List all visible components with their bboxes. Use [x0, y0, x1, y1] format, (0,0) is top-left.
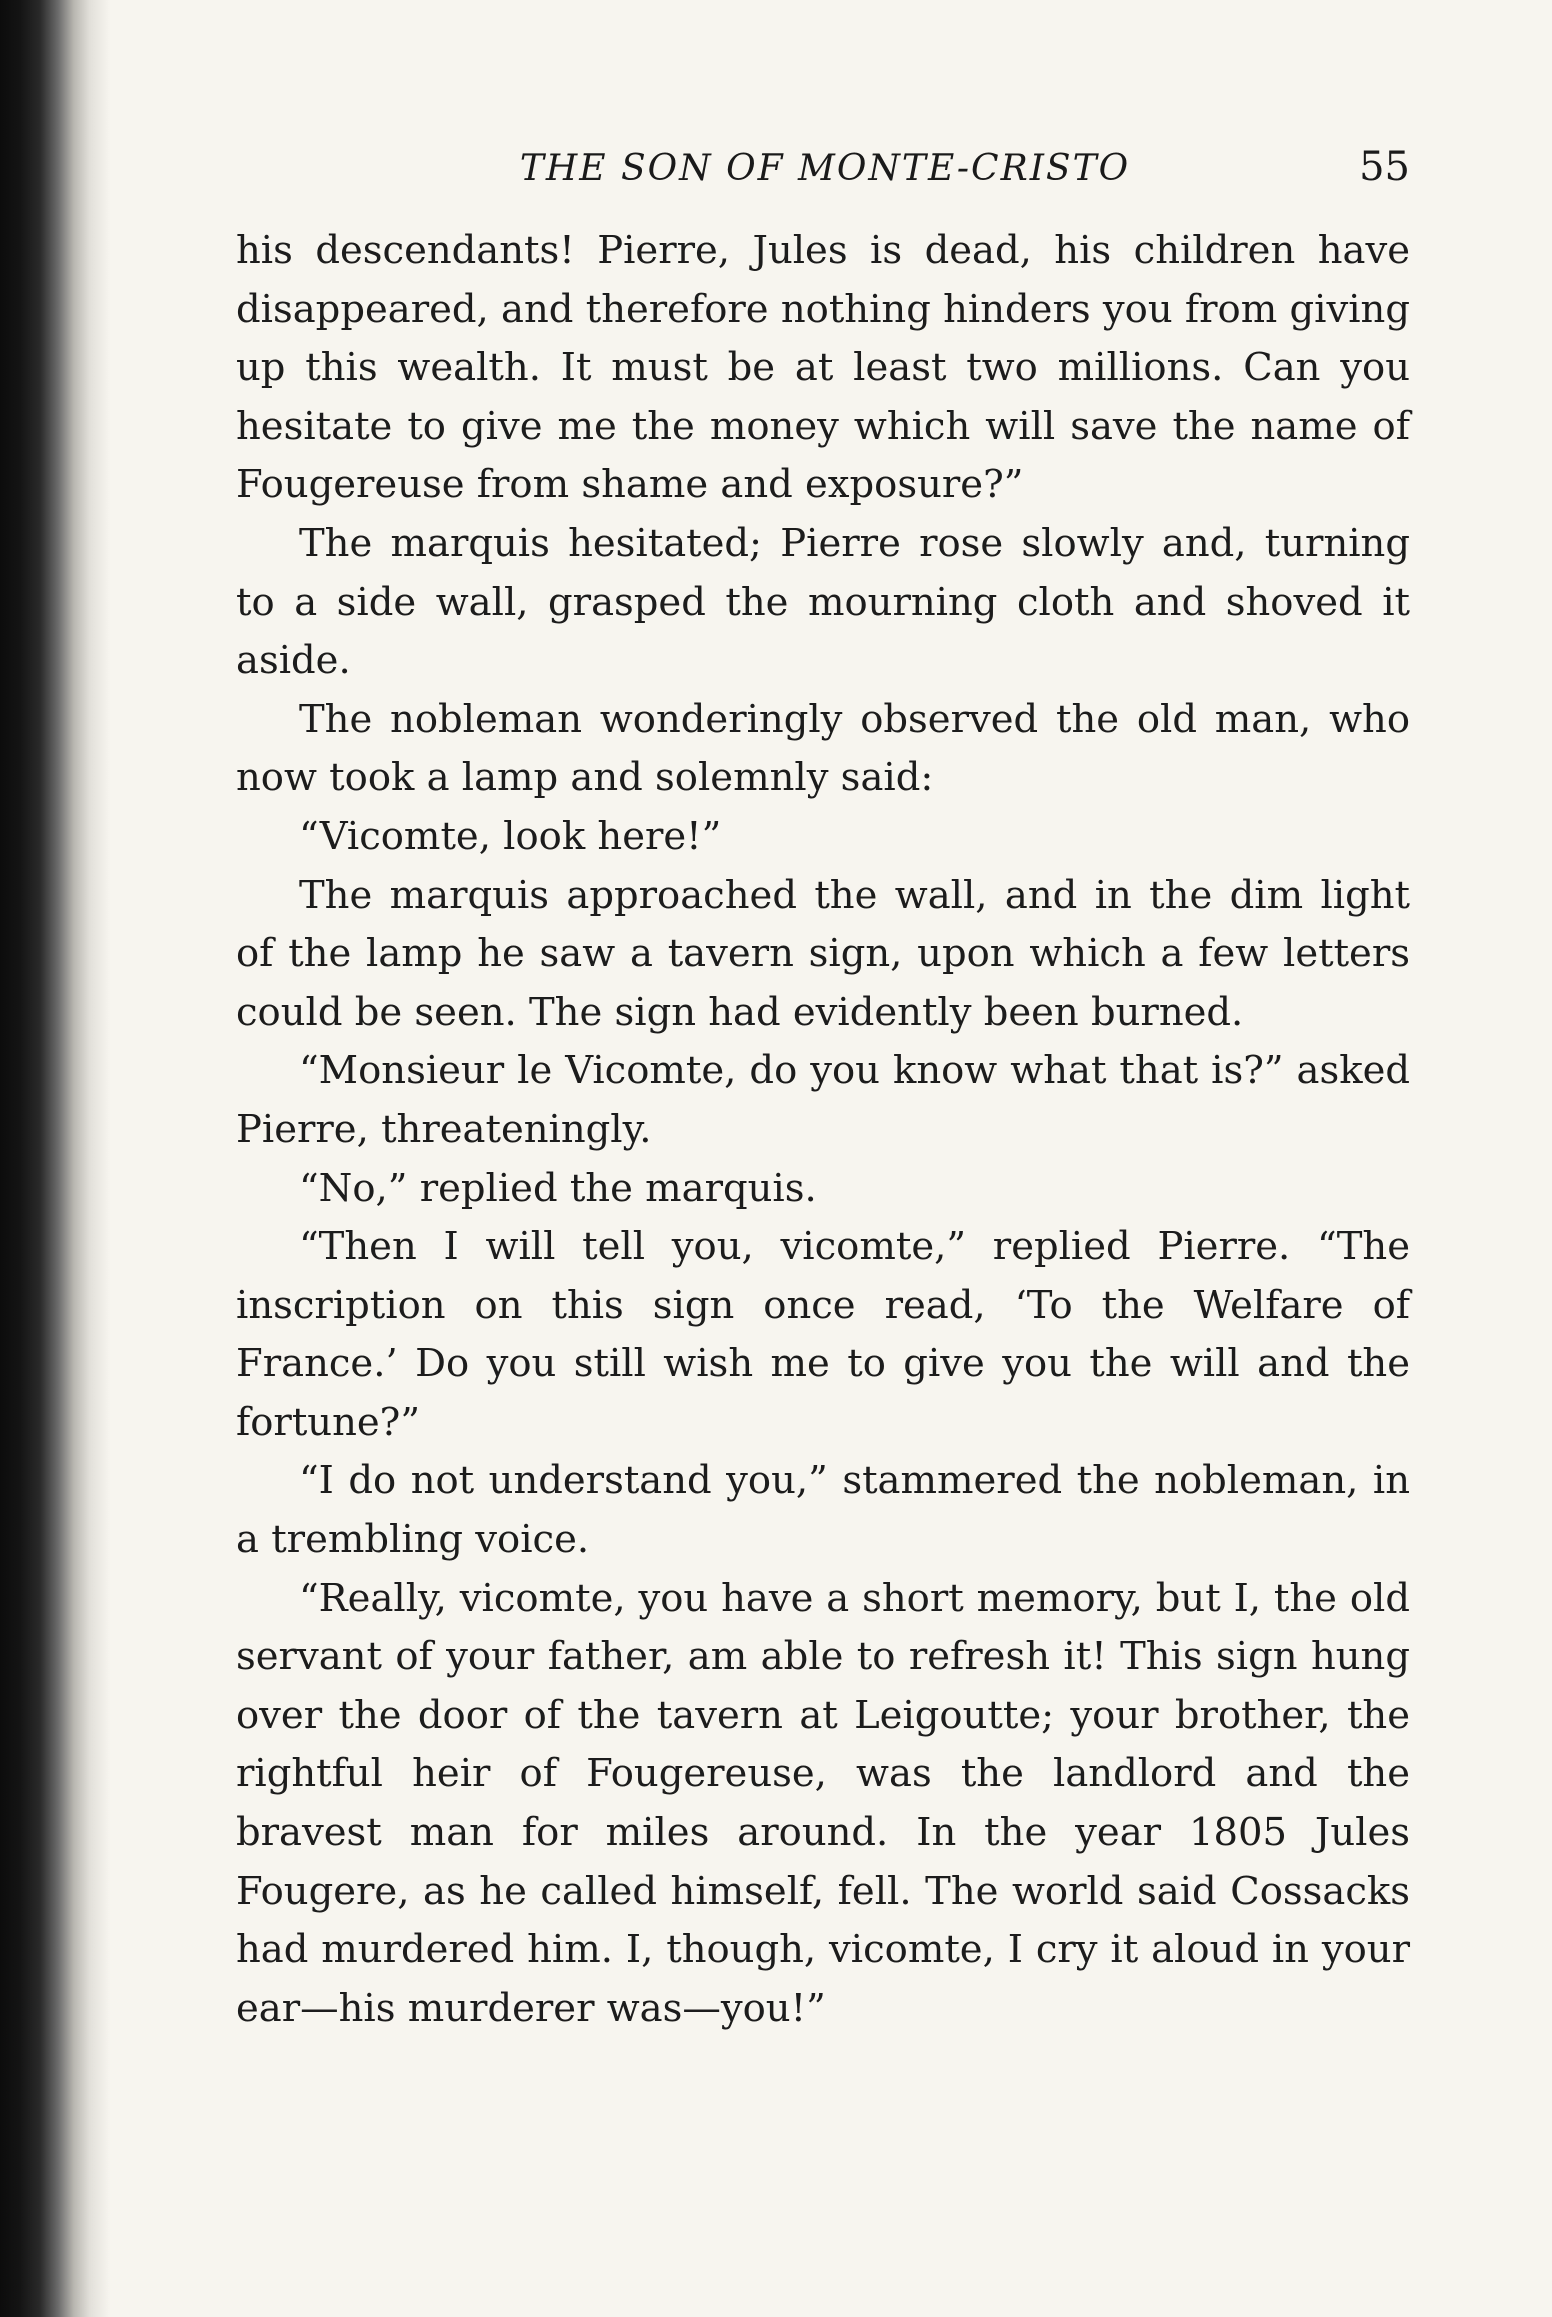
- page-header: [240, 138, 1410, 198]
- paragraph: The marquis approached the wall, and in the dim light of the lamp he saw a tavern sign, upon which a few letters could be seen. The sign had evidently been burned.: [236, 872, 1410, 1035]
- paragraph: “No,” replied the marquis.: [299, 1165, 817, 1211]
- running-title: THE SON OF MONTE-CRISTO: [519, 148, 1131, 189]
- paragraph: “Then I will tell you, vicomte,” replied Pierre. “The inscription on this sign once read, ‘To the Welfare of France.’ Do you still wish me to give you the will and the fortune?”: [236, 1224, 1410, 1445]
- paragraph: The marquis hesitated; Pierre rose slowly and, turning to a side wall, grasped the mourning cloth and shoved it aside.: [236, 520, 1410, 684]
- paragraph: “Vicomte, look here!”: [299, 813, 722, 859]
- binding-gutter-shadow: [0, 0, 110, 2317]
- paragraph: “Really, vicomte, you have a short memory, but I, the old servant of your father, am able to refresh it! This sign hung over the door of the tavern at Leigoutte; your brother, the rightful heir of Fougereuse, was the landlord and the bravest man for miles around. In the year 1805 Jules Fougere, as he called himself, fell. The world said Cossacks had murdered him. I, though, vicomte, I cry it aloud in your ear—his murderer was—you!”: [236, 1575, 1410, 2031]
- paragraph: The nobleman wonderingly observed the old man, who now took a lamp and solemnly said:: [236, 696, 1410, 801]
- paragraph: “I do not understand you,” stammered the nobleman, in a trembling voice.: [236, 1458, 1410, 1563]
- paragraph-continuation: his descendants! Pierre, Jules is dead, his children have disappeared, and therefore nothing hinders you from giving up this wealth. It must be at least two millions. Can you hesitate to give me the money which will save the name of Fougereuse from shame and exposure?”: [236, 228, 1410, 508]
- paragraph: “Monsieur le Vicomte, do you know what that is?” asked Pierre, threateningly.: [236, 1048, 1410, 1152]
- page-number: 55: [1359, 144, 1410, 190]
- body-text: [236, 222, 1410, 2038]
